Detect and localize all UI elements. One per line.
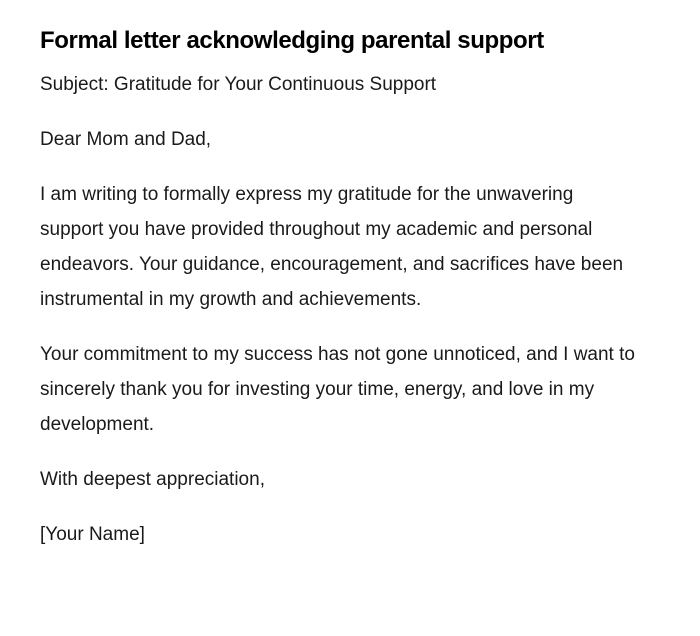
letter-signature: [Your Name] [40, 524, 145, 545]
letter-subject: Subject: Gratitude for Your Continuous Support [40, 74, 437, 95]
letter-paragraph: I am writing to formally express my gratitude for the unwavering support you have provided throughout my academic and personal endeavors. Your guidance, encouragement, and sacrifices have been instrumental in my growth and achievements. [40, 184, 624, 310]
letter-greeting: Dear Mom and Dad, [40, 129, 212, 150]
letter-paragraph: Your commitment to my success has not gone unnoticed, and I want to sincerely thank you for investing your time, energy, and love in my development. [40, 344, 635, 435]
letter-closing: With deepest appreciation, [40, 469, 265, 490]
letter-title: Formal letter acknowledging parental support [40, 27, 544, 54]
